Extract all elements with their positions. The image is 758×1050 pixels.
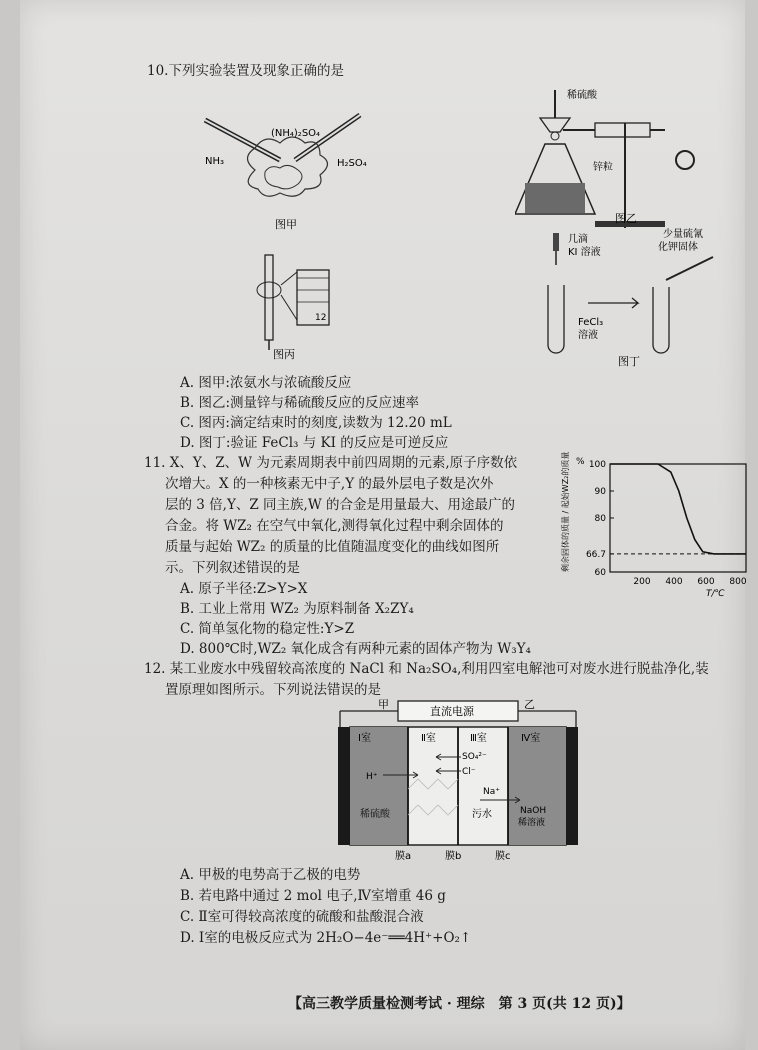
q11-line-2: 次增大。X 的一种核素无中子,Y 的最外层电子数是次外 — [165, 476, 494, 492]
room-3-label: Ⅲ室 — [470, 733, 487, 744]
chart-series-line — [610, 464, 746, 554]
ion-sodium: Na⁺ — [483, 787, 500, 797]
q11-line-6: 示。下列叙述错误的是 — [165, 560, 300, 576]
q10-option-c: C. 图丙:滴定结束时的刻度,读数为 12.20 mL — [180, 415, 452, 431]
ion-chloride: Cl⁻ — [462, 767, 476, 777]
room-4-content-2: 稀溶液 — [518, 818, 546, 828]
figure-d — [518, 225, 718, 370]
membrane-b-label: 膜b — [445, 851, 462, 862]
fig-d-caption: 图丁 — [618, 355, 640, 368]
q11-option-a: A. 原子半径:Z>Y>X — [180, 581, 308, 597]
electrolysis-diagram — [328, 697, 588, 867]
room-4-content-1: NaOH — [520, 806, 547, 816]
chart-x-tick-label: 200 — [633, 577, 651, 587]
q12-option-d: D. Ⅰ室的电极反应式为 2H₂O−4e⁻══4H⁺+O₂↑ — [180, 930, 472, 946]
figure-a — [185, 100, 385, 240]
q11-line-1: 11. X、Y、Z、W 为元素周期表中前四周期的元素,原子序数依 — [144, 455, 518, 471]
fig-a-label-h2so4: H₂SO₄ — [337, 158, 367, 169]
q12-line-1: 12. 某工业废水中残留较高浓度的 NaCl 和 Na₂SO₄,利用四室电解池可对废水进行脱盐净化,装 — [144, 661, 709, 677]
fig-d-label-kscn-2: 化钾固体 — [658, 242, 698, 253]
chart-x-label: T/℃ — [706, 589, 725, 599]
ion-h-plus: H⁺ — [366, 772, 378, 782]
q10-stem: 10.下列实验装置及现象正确的是 — [147, 63, 344, 79]
q10-option-d: D. 图丁:验证 FeCl₃ 与 KI 的反应是可逆反应 — [180, 435, 449, 451]
fig-d-label-ki: KI 溶液 — [568, 247, 601, 258]
q11-line-3: 层的 3 倍,Y、Z 同主族,W 的合金是用量最大、用途最广的 — [165, 497, 516, 513]
fig-a-caption: 图甲 — [275, 218, 297, 231]
pole-jia: 甲 — [378, 698, 389, 711]
chart-frame — [610, 464, 746, 572]
figure-c — [235, 250, 345, 360]
q10-option-a: A. 图甲:浓氨水与浓硫酸反应 — [180, 375, 352, 391]
q11-option-b: B. 工业上常用 WZ₂ 为原料制备 X₂ZY₄ — [180, 601, 414, 617]
chart-y-label: 剩余固体的质量 / 起始WZ₂的质量 — [561, 452, 570, 572]
page-footer: 【高三教学质量检测考试 · 理综 第 3 页(共 12 页)】 — [288, 996, 631, 1012]
q12-option-a: A. 甲极的电势高于乙极的电势 — [180, 867, 361, 883]
figure-b — [515, 78, 715, 228]
pole-yi: 乙 — [524, 698, 535, 711]
chart-y-tick-label: 60 — [594, 568, 606, 578]
q12-option-b: B. 若电路中通过 2 mol 电子,Ⅳ室增重 46 g — [180, 888, 446, 904]
mass-ratio-chart — [558, 452, 758, 602]
room-1-label: Ⅰ室 — [358, 733, 371, 744]
q11-line-4: 合金。将 WZ₂ 在空气中氧化,测得氧化过程中剩余固体的 — [165, 518, 504, 534]
q12-option-c: C. Ⅱ室可得较高浓度的硫酸和盐酸混合液 — [180, 909, 424, 925]
room-2-label: Ⅱ室 — [421, 733, 436, 744]
room-1-content: 稀硫酸 — [360, 809, 390, 820]
q11-option-d: D. 800℃时,WZ₂ 氧化成含有两种元素的固体产物为 W₃Y₄ — [180, 641, 531, 657]
q11-option-c: C. 简单氢化物的稳定性:Y>Z — [180, 621, 355, 637]
fig-b-caption: 图乙 — [615, 212, 637, 225]
membrane-c-label: 膜c — [495, 851, 511, 862]
power-source-label: 直流电源 — [430, 705, 474, 718]
exam-page — [20, 0, 745, 1050]
fig-d-label-kscn-1: 少量硫氰 — [663, 229, 703, 240]
q11-line-5: 质量与起始 WZ₂ 的质量的比值随温度变化的曲线如图所 — [165, 539, 500, 555]
fig-a-label-nh3: NH₃ — [205, 156, 225, 167]
chart-y-tick-label: 90 — [594, 487, 606, 497]
fig-b-label-acid: 稀硫酸 — [567, 90, 597, 101]
fig-c-label-12: 12 — [315, 313, 327, 323]
room-4-label: Ⅳ室 — [521, 733, 541, 744]
chart-x-tick-label: 600 — [697, 577, 715, 587]
chart-x-tick-label: 400 — [665, 577, 683, 587]
fig-a-label-salt: (NH₄)₂SO₄ — [271, 128, 321, 139]
fig-b-label-zinc: 锌粒 — [593, 162, 613, 173]
q10-option-b: B. 图乙:测量锌与稀硫酸反应的反应速率 — [180, 395, 420, 411]
membrane-a-label: 膜a — [395, 851, 412, 862]
fig-d-label-fecl3: FeCl₃ — [578, 317, 604, 328]
fig-d-label-drops: 几滴 — [568, 234, 588, 245]
fig-c-caption: 图丙 — [273, 348, 295, 360]
chart-x-tick-label: 800 — [729, 577, 747, 587]
fig-d-label-solution: 溶液 — [578, 330, 598, 341]
chart-y-unit: % — [576, 457, 585, 467]
chart-y-tick-label: 66.7 — [585, 549, 606, 560]
ion-sulfate: SO₄²⁻ — [462, 752, 487, 762]
chart-y-tick-label: 100 — [588, 460, 606, 470]
room-3-content: 污水 — [472, 809, 492, 820]
q12-line-2: 置原理如图所示。下列说法错误的是 — [165, 682, 381, 698]
chart-y-tick-label: 80 — [594, 514, 606, 524]
